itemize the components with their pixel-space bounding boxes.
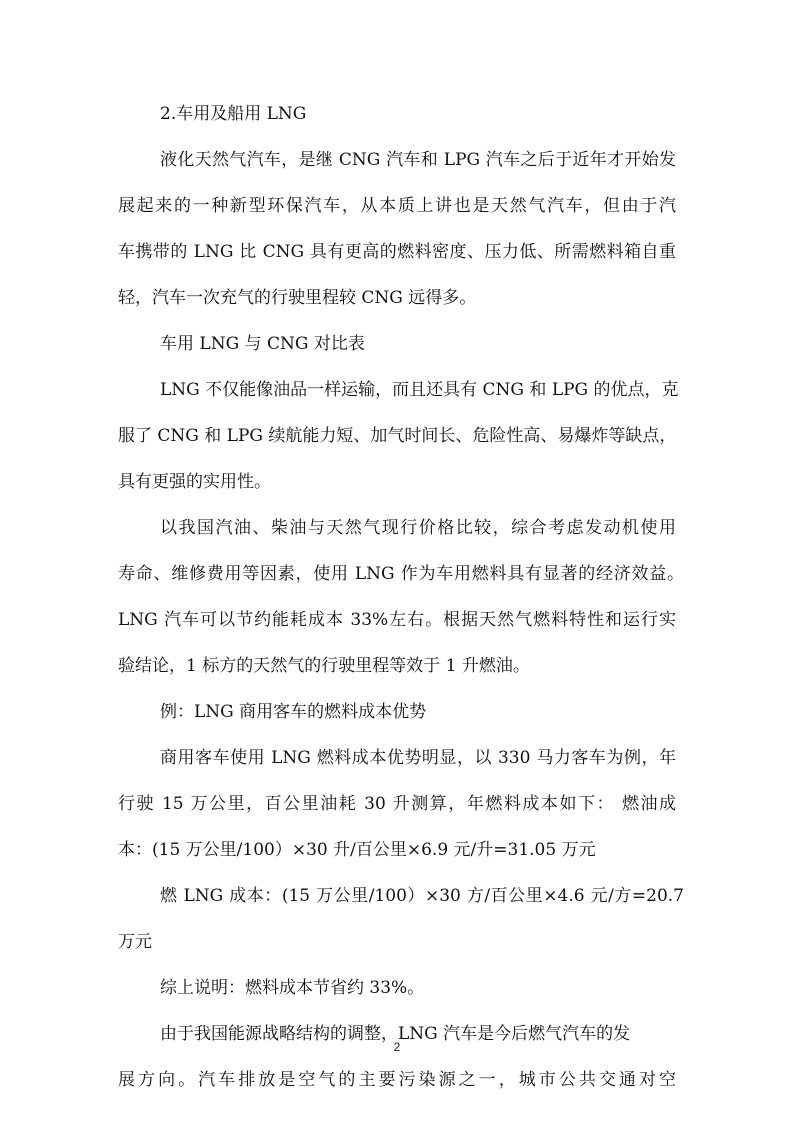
paragraph-line: 轻，汽车一次充气的行驶里程较 CNG 远得多。 bbox=[118, 288, 477, 308]
paragraph-line: LNG 汽车可以节约能耗成本 33%左右。根据天然气燃料特性和运行实 bbox=[118, 610, 676, 630]
paragraph-line: 验结论，1 标方的天然气的行驶里程等效于 1 升燃油。 bbox=[118, 656, 530, 676]
paragraph-line: 以我国汽油、柴油与天然气现行价格比较，综合考虑发动机使用 bbox=[160, 518, 676, 538]
paragraph-line: 液化天然气汽车，是继 CNG 汽车和 LPG 汽车之后于近年才开始发 bbox=[160, 150, 676, 170]
paragraph-line: 车携带的 LNG 比 CNG 具有更高的燃料密度、压力低、所需燃料箱自重 bbox=[118, 242, 676, 262]
paragraph-line: 展起来的一种新型环保汽车，从本质上讲也是天然气汽车，但由于汽 bbox=[118, 196, 676, 216]
paragraph-line: 服了 CNG 和 LPG 续航能力短、加气时间长、危险性高、易爆炸等缺点， bbox=[118, 426, 677, 446]
paragraph-line: 商用客车使用 LNG 燃料成本优势明显，以 330 马力客车为例，年 bbox=[160, 748, 676, 768]
section-heading: 2.车用及船用 LNG bbox=[160, 104, 307, 124]
summary-line: 综上说明：燃料成本节省约 33%。 bbox=[160, 978, 425, 998]
paragraph-line: 本：(15 万公里/100）×30 升/百公里×6.9 元/升=31.05 万元 bbox=[118, 840, 596, 860]
table-caption: 车用 LNG 与 CNG 对比表 bbox=[160, 334, 365, 354]
paragraph-line: 寿命、维修费用等因素，使用 LNG 作为车用燃料具有显著的经济效益。 bbox=[118, 564, 684, 584]
paragraph-line: 万元 bbox=[118, 932, 152, 952]
example-heading: 例：LNG 商用客车的燃料成本优势 bbox=[160, 702, 427, 722]
paragraph-line: LNG 不仅能像油品一样运输，而且还具有 CNG 和 LPG 的优点，克 bbox=[160, 380, 679, 400]
paragraph-line: 燃 LNG 成本：(15 万公里/100）×30 方/百公里×4.6 元/方=20.7 bbox=[160, 886, 684, 906]
paragraph-line: 具有更强的实用性。 bbox=[118, 472, 271, 492]
paragraph-line: 展方向。汽车排放是空气的主要污染源之一，城市公共交通对空 bbox=[118, 1070, 676, 1090]
paragraph-line: 行驶 15 万公里，百公里油耗 30 升测算，年燃料成本如下： 燃油成 bbox=[118, 794, 676, 814]
page-number: 2 bbox=[393, 1040, 401, 1054]
paragraph-line: 由于我国能源战略结构的调整，LNG 汽车是今后燃气汽车的发 bbox=[160, 1024, 631, 1044]
